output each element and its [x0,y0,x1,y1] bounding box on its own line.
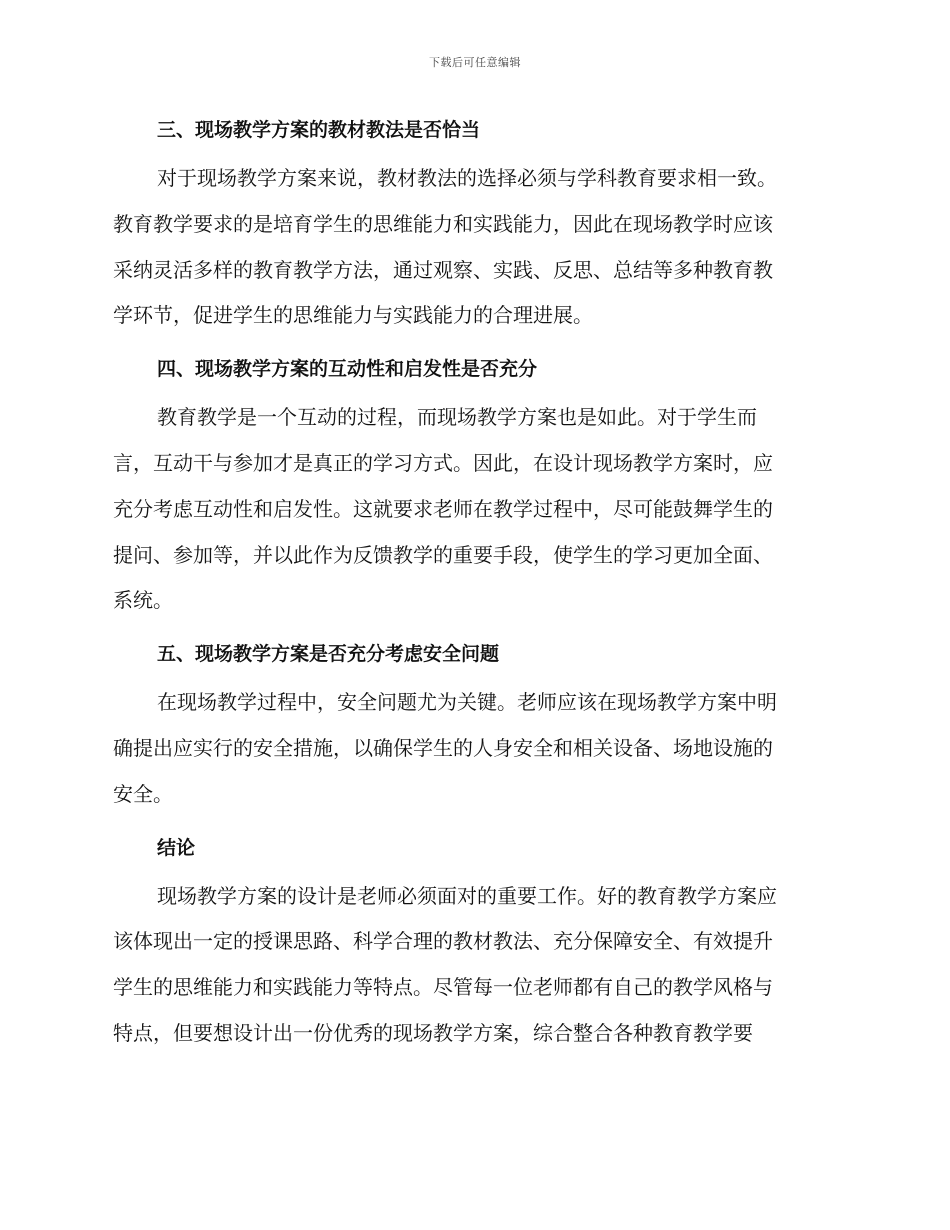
paragraph-line: 特点，但要想设计出一份优秀的现场教学方案，综合整合各种教育教学要 [113,1020,753,1045]
document-body [113,108,837,1065]
section-paragraph-3 [113,156,837,339]
section-paragraph-5 [113,680,837,817]
section-paragraph-conclusion [113,874,837,1057]
paragraph-line: 充分考虑互动性和启发性。这就要求老师在教学过程中，尽可能鼓舞学生的 [113,496,773,521]
paragraph-line: 系统。 [113,588,173,613]
section-paragraph-4 [113,395,837,624]
section-heading-4: 四、现场教学方案的互动性和启发性是否充分 [157,358,538,381]
paragraph-line: 学生的思维能力和实践能力等特点。尽管每一位老师都有自己的教学风格与 [113,975,773,1000]
paragraph-line: 教育教学要求的是培育学生的思维能力和实践能力，因此在现场教学时应该 [113,211,773,236]
paragraph-line: 提问、参加等，并以此作为反馈教学的重要手段，使学生的学习更加全面、 [113,542,773,567]
paragraph-line: 在现场教学过程中，安全问题尤为关键。老师应该在现场教学方案中明 [157,690,777,715]
paragraph-line: 该体现出一定的授课思路、科学合理的教材教法、充分保障安全、有效提升 [113,929,773,954]
paragraph-line: 采纳灵活多样的教育教学方法，通过观察、实践、反思、总结等多种教育教 [113,257,773,282]
paragraph-line: 确提出应实行的安全措施，以确保学生的人身安全和相关设备、场地设施的 [113,735,773,760]
paragraph-line: 对于现场教学方案来说，教材教法的选择必须与学科教育要求相一致。 [157,166,777,190]
paragraph-line: 学环节，促进学生的思维能力与实践能力的合理进展。 [113,303,593,328]
section-heading-conclusion: 结论 [157,836,196,859]
paragraph-line: 现场教学方案的设计是老师必须面对的重要工作。好的教育教学方案应 [157,883,777,908]
section-heading-3: 三、现场教学方案的教材教法是否恰当 [157,119,481,141]
page-header: 下载后可任意编辑 [429,56,521,69]
section-heading-5: 五、现场教学方案是否充分考虑安全问题 [157,643,500,666]
paragraph-line: 安全。 [113,781,173,806]
paragraph-line: 教育教学是一个互动的过程，而现场教学方案也是如此。对于学生而 [157,405,757,430]
paragraph-line: 言，互动干与参加才是真正的学习方式。因此，在设计现场教学方案时，应 [113,450,773,475]
